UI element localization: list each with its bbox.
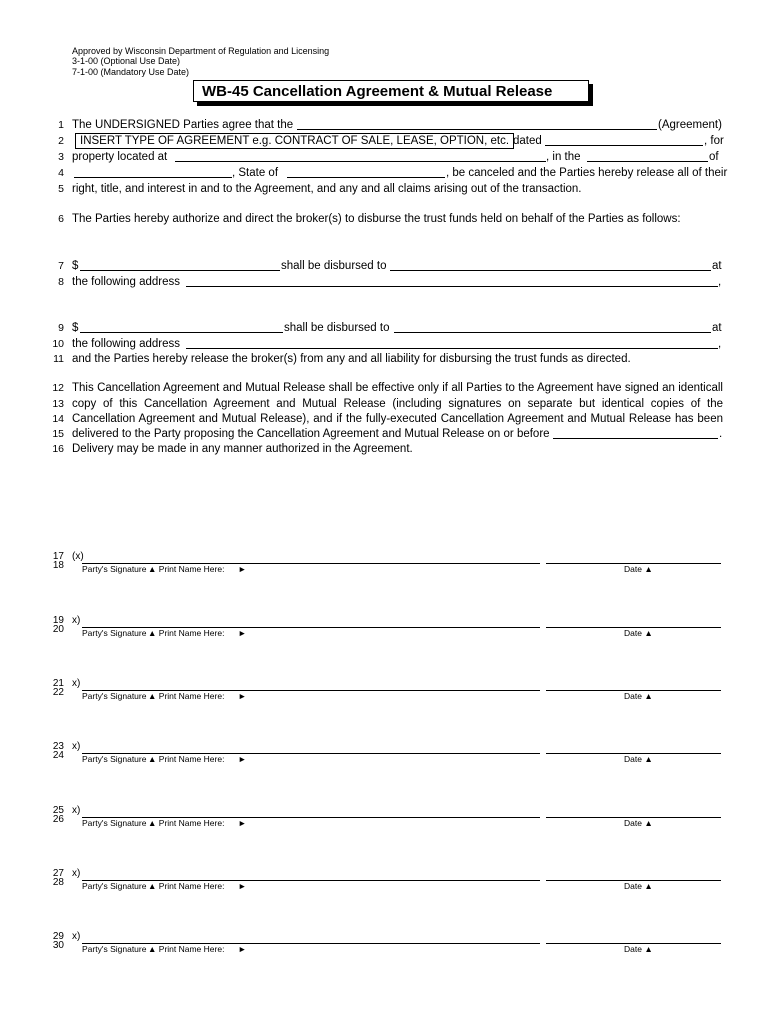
- line-5-text: right, title, and interest in and to the Agreement, and any and all claims arising out of the transaction.: [72, 183, 582, 195]
- line-number: 9: [58, 322, 64, 334]
- arrow-right-icon: ►: [238, 691, 247, 701]
- line-number: 21: [52, 678, 64, 689]
- line-number: 23: [52, 741, 64, 752]
- line-2: [0, 133, 770, 149]
- line-number: 18: [52, 560, 64, 571]
- line-3-end: of: [709, 151, 719, 163]
- agreement-type-field[interactable]: INSERT TYPE OF AGREEMENT e.g. CONTRACT OF SALE, LEASE, OPTION, etc.: [75, 133, 514, 149]
- line-13-text: copy of this Cancellation Agreement and Mutual Release (including signatures on separate but identical copies of the: [72, 398, 723, 410]
- line-number: 8: [58, 276, 64, 288]
- line-7-end: at: [712, 260, 722, 272]
- print-name-label: ▲ Print Name Here:: [148, 881, 225, 891]
- line-10: [0, 336, 770, 352]
- line-number: 3: [58, 151, 64, 163]
- date-label: Date ▲: [624, 564, 653, 574]
- date-label: Date ▲: [624, 818, 653, 828]
- line-number: 25: [52, 805, 64, 816]
- line-number: 27: [52, 868, 64, 879]
- signature-x-mark: (x): [72, 551, 84, 562]
- line-number: 26: [52, 814, 64, 825]
- line-number: 30: [52, 940, 64, 951]
- line-number: 7: [58, 260, 64, 272]
- line-5: [0, 181, 770, 197]
- line-8: [0, 274, 770, 290]
- arrow-right-icon: ►: [238, 881, 247, 891]
- arrow-right-icon: ►: [238, 944, 247, 954]
- line-12: [0, 380, 770, 396]
- line-number: 16: [52, 443, 64, 455]
- line-4-state: , State of: [232, 167, 279, 179]
- line-number: 12: [52, 382, 64, 394]
- signature-x-mark: x): [72, 805, 81, 816]
- print-name-label: ▲ Print Name Here:: [148, 754, 225, 764]
- line-9-end: at: [712, 322, 722, 334]
- line-number: 22: [52, 687, 64, 698]
- date-label: Date ▲: [624, 628, 653, 638]
- line-1-text: The UNDERSIGNED Parties agree that the: [72, 119, 294, 131]
- county-field[interactable]: [74, 165, 232, 178]
- line-number: 10: [52, 338, 64, 350]
- arrow-right-icon: ►: [238, 628, 247, 638]
- line-number: 20: [52, 624, 64, 635]
- form-title: WB-45 Cancellation Agreement & Mutual Release: [193, 80, 589, 102]
- line-number: 13: [52, 398, 64, 410]
- party-signature-label: Party's Signature: [82, 944, 147, 954]
- municipality-field[interactable]: [587, 149, 708, 162]
- line-12-text: This Cancellation Agreement and Mutual Release shall be effective only if all Parties to the Agreement have signed an identicall: [72, 382, 723, 394]
- line-number: 19: [52, 615, 64, 626]
- line-14-text: Cancellation Agreement and Mutual Release), and if the fully-executed Cancellation Agreement and Mutual Release has been: [72, 413, 723, 425]
- signature-x-mark: x): [72, 868, 81, 879]
- line-number: 15: [52, 428, 64, 440]
- line-11: [0, 351, 770, 367]
- line-3: [0, 149, 770, 165]
- date-label: Date ▲: [624, 881, 653, 891]
- line-10-end: ,: [718, 338, 722, 350]
- party-signature-label: Party's Signature: [82, 628, 147, 638]
- signature-x-mark: x): [72, 615, 81, 626]
- line-10-text: the following address: [72, 338, 181, 350]
- line-3-mid: , in the: [546, 151, 581, 163]
- line-number: 1: [58, 119, 64, 131]
- signature-x-mark: x): [72, 931, 81, 942]
- line-3-text: property located at: [72, 151, 168, 163]
- line-7: [0, 258, 770, 274]
- line-11-text: and the Parties hereby release the broker(s) from any and all liability for disbursing the trust funds as directed.: [72, 353, 631, 365]
- line-number: 5: [58, 183, 64, 195]
- party-signature-label: Party's Signature: [82, 564, 147, 574]
- disburse-recipient-1-field[interactable]: [390, 258, 711, 271]
- line-8-end: ,: [718, 276, 722, 288]
- date-label: Date ▲: [624, 691, 653, 701]
- line-number: 28: [52, 877, 64, 888]
- print-name-label: ▲ Print Name Here:: [148, 628, 225, 638]
- line-6: [0, 211, 770, 227]
- arrow-right-icon: ►: [238, 754, 247, 764]
- line-number: 6: [58, 213, 64, 225]
- line-16: [0, 441, 770, 457]
- line-13: [0, 396, 770, 412]
- party-signature-label: Party's Signature: [82, 881, 147, 891]
- optional-use-date: 3-1-00 (Optional Use Date): [72, 56, 181, 66]
- state-field[interactable]: [287, 165, 445, 178]
- line-7-mid: shall be disbursed to: [281, 260, 387, 272]
- date-label: Date ▲: [624, 754, 653, 764]
- dollar-sign: $: [72, 322, 79, 334]
- line-16-text: Delivery may be made in any manner authorized in the Agreement.: [72, 443, 413, 455]
- line-number: 17: [52, 551, 64, 562]
- delivery-deadline-field[interactable]: [553, 426, 718, 439]
- dated-label: dated: [513, 135, 542, 147]
- print-name-label: ▲ Print Name Here:: [148, 818, 225, 828]
- approval-note: Approved by Wisconsin Department of Regulation and Licensing: [72, 46, 330, 56]
- print-name-label: ▲ Print Name Here:: [148, 944, 225, 954]
- print-name-label: ▲ Print Name Here:: [148, 564, 225, 574]
- agreement-parties-field[interactable]: [297, 117, 657, 130]
- print-name-label: ▲ Print Name Here:: [148, 691, 225, 701]
- arrow-right-icon: ►: [238, 564, 247, 574]
- line-2-end: , for: [704, 135, 724, 147]
- line-4-text: , be canceled and the Parties hereby release all of their: [446, 167, 728, 179]
- line-15-text: delivered to the Party proposing the Cancellation Agreement and Mutual Release on or before: [72, 428, 550, 440]
- line-9: [0, 320, 770, 336]
- disburse-amount-1-field[interactable]: [80, 258, 280, 271]
- arrow-right-icon: ►: [238, 818, 247, 828]
- date-label: Date ▲: [624, 944, 653, 954]
- signature-x-mark: x): [72, 741, 81, 752]
- line-number: 11: [53, 353, 64, 365]
- disburse-recipient-2-field[interactable]: [394, 320, 711, 333]
- disburse-amount-2-field[interactable]: [80, 320, 283, 333]
- recipient-2-address-field[interactable]: [186, 336, 718, 349]
- line-number: 14: [52, 413, 64, 425]
- line-9-mid: shall be disbursed to: [284, 322, 390, 334]
- property-location-field[interactable]: [175, 149, 546, 162]
- party-signature-label: Party's Signature: [82, 754, 147, 764]
- line-1-end: (Agreement): [658, 119, 722, 131]
- party-signature-label: Party's Signature: [82, 818, 147, 828]
- line-number: 24: [52, 750, 64, 761]
- line-6-text: The Parties hereby authorize and direct the broker(s) to disburse the trust funds held on behalf of the Parties as follows:: [72, 213, 681, 225]
- agreement-date-field[interactable]: [545, 133, 703, 146]
- line-4: [0, 165, 770, 181]
- party-signature-label: Party's Signature: [82, 691, 147, 701]
- line-8-text: the following address: [72, 276, 181, 288]
- line-14: [0, 411, 770, 427]
- signature-x-mark: x): [72, 678, 81, 689]
- mandatory-use-date: 7-1-00 (Mandatory Use Date): [72, 67, 190, 77]
- line-15: [0, 426, 770, 442]
- line-number: 2: [58, 135, 64, 147]
- line-number: 4: [58, 167, 64, 179]
- line-number: 29: [52, 931, 64, 942]
- recipient-1-address-field[interactable]: [186, 274, 718, 287]
- dollar-sign: $: [72, 260, 79, 272]
- line-15-end: .: [719, 428, 723, 440]
- line-1: [0, 117, 770, 133]
